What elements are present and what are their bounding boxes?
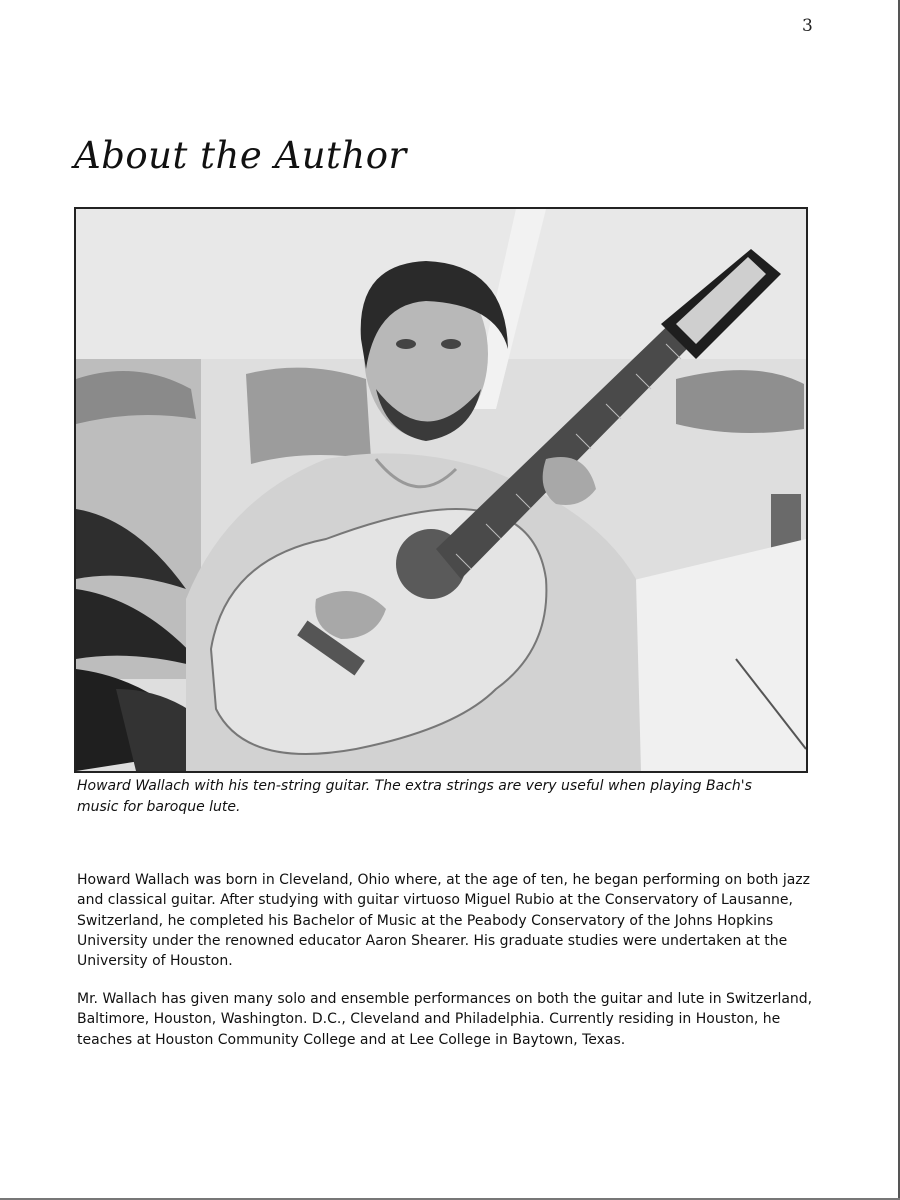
page-title: About the Author bbox=[74, 134, 407, 177]
bio-paragraph-1: Howard Wallach was born in Cleveland, Ohio where, at the age of ten, he began performing on both jazz and classical guitar. After studying with guitar virtuoso Miguel Rubio at the Conservatory of Lausanne, Switzerland, he completed his Bachelor of Music at the Peabody Conservatory of the Johns Hopkins University under the renowned educator Aaron Shearer. His graduate studies were undertaken at the University of Houston. bbox=[77, 872, 810, 970]
page-number: 3 bbox=[802, 16, 813, 36]
photo-caption: Howard Wallach with his ten-string guitar. The extra strings are very useful when playing Bach's music for baroque lute. bbox=[77, 778, 752, 815]
photo-right-patch bbox=[676, 370, 804, 433]
photo-center-patch bbox=[246, 368, 371, 464]
author-photo bbox=[74, 207, 808, 773]
photo-eye-right bbox=[441, 339, 461, 349]
author-photo-illustration bbox=[76, 209, 806, 771]
bio-paragraph-2: Mr. Wallach has given many solo and ensemble performances on both the guitar and lute in Switzerland, Baltimore, Houston, Washington. D.C., Cleveland and Philadelphia. Currently residing in Houston, he teaches at Houston Community College and at Lee College in Baytown, Texas. bbox=[77, 991, 813, 1048]
photo-eye-left bbox=[396, 339, 416, 349]
